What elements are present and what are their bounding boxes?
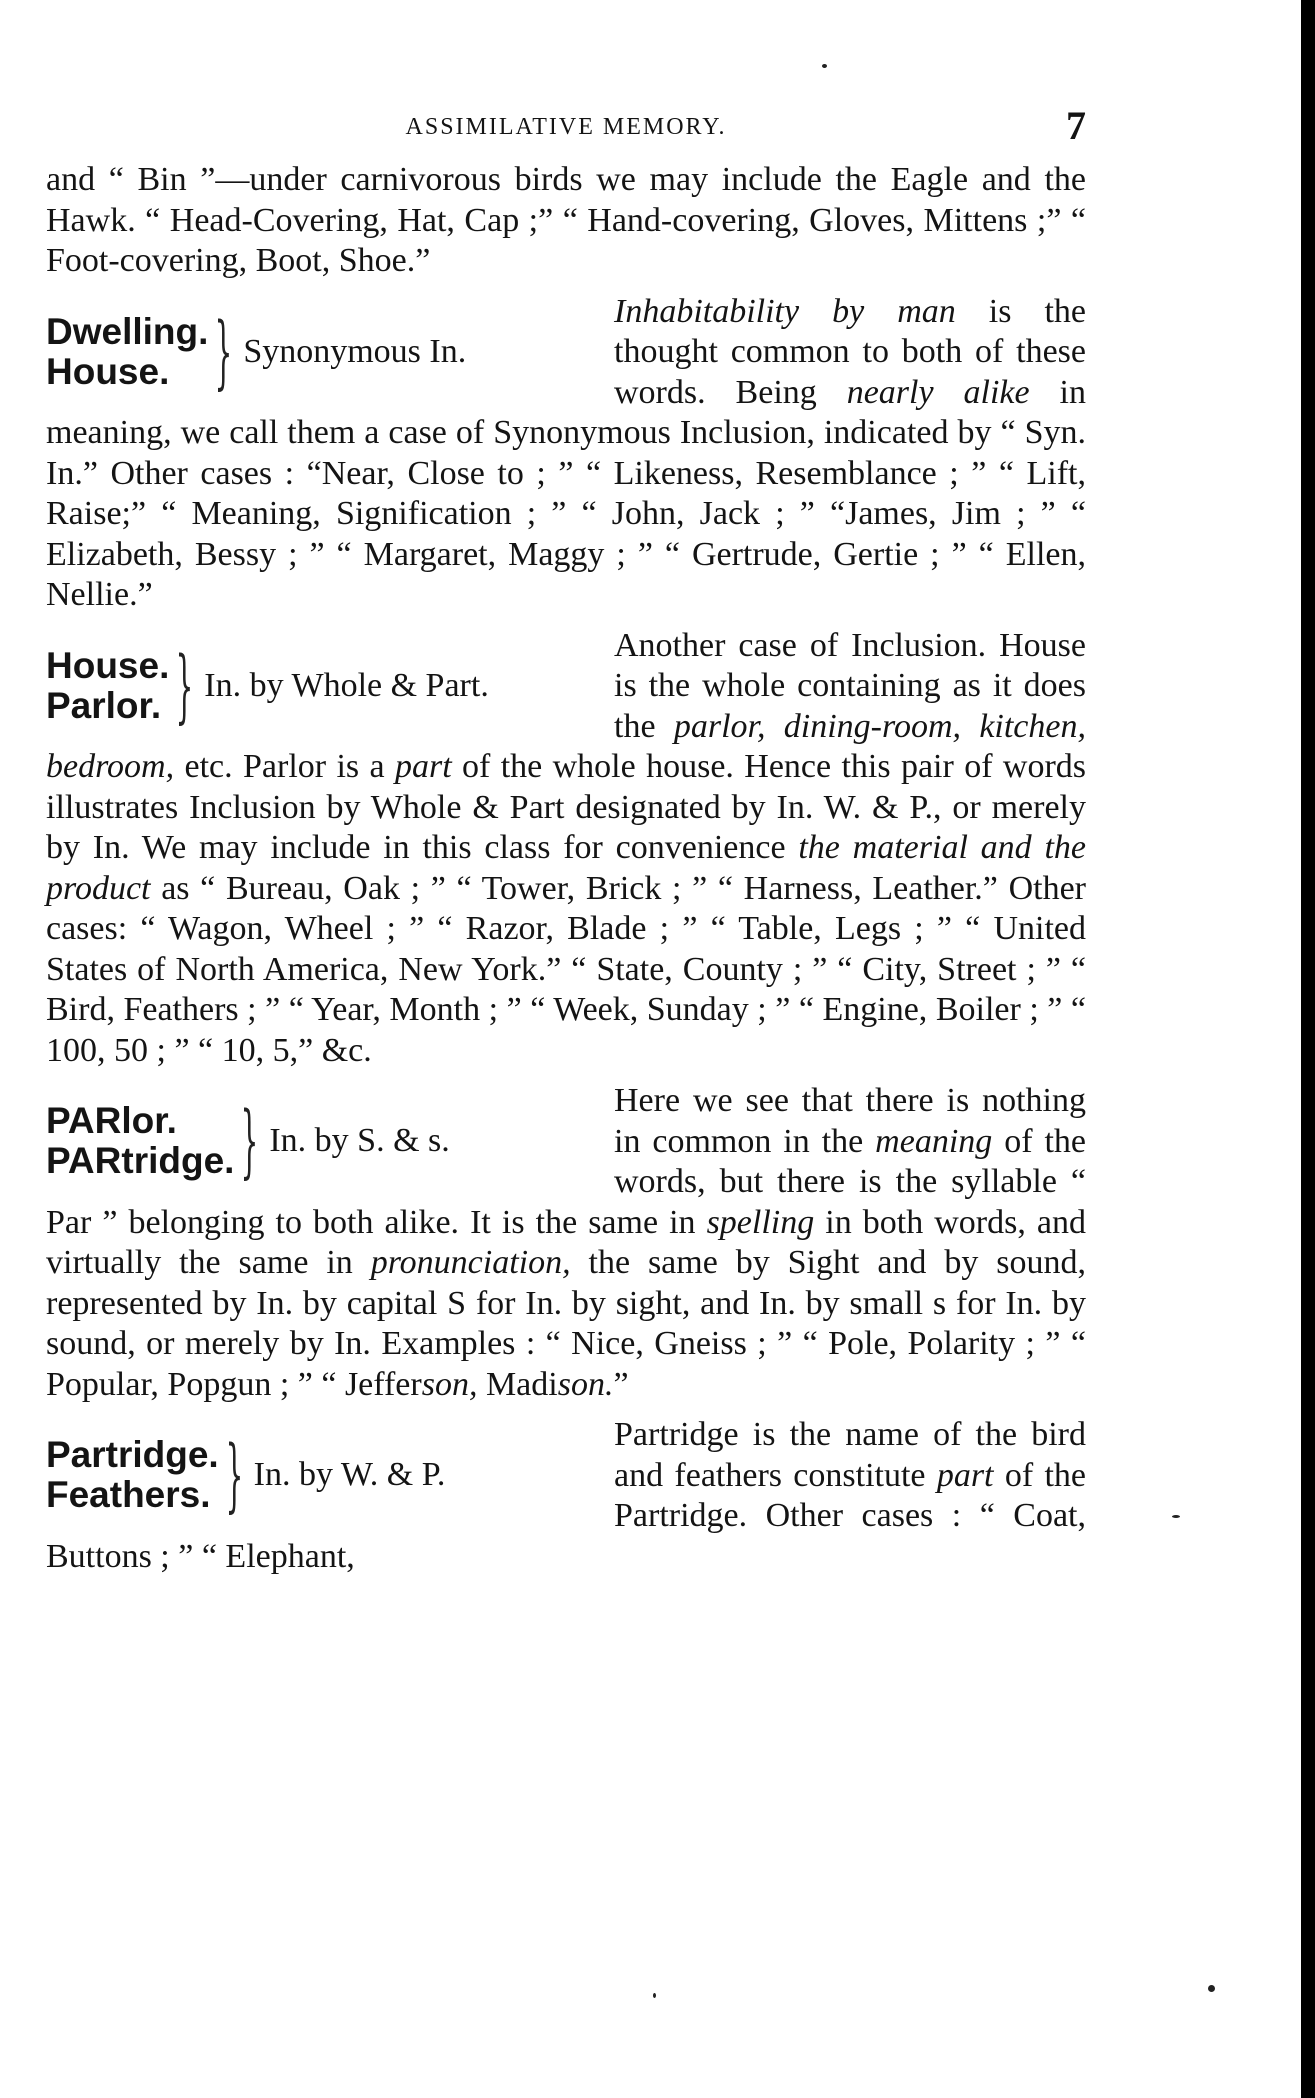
page-number: 7 [1066, 103, 1086, 148]
relation-label: In. by W. & P. [253, 1456, 446, 1493]
brace-icon: } [214, 304, 233, 398]
page-header [46, 103, 1086, 160]
pair-word-2: House. [46, 350, 170, 392]
relation-label: Synonymous In. [243, 332, 467, 370]
print-speck [653, 1993, 656, 1998]
brace-icon: } [175, 638, 194, 732]
paragraph-synonymous-inclusion: Inhabitability by man is the thought common to both of these words. Being nearly alike in meaning, we call them a case of Synonymous Inclusion, indicated by “ Syn. In.” Other cases : “Near, Close to ; ” “ Likeness, Resemblance ; ” “ Lift, Raise;” “ Meaning, Signification ; ” “ John, Jack ; ” “James, Jim ; ” “ Elizabeth, Bessy ; ” “ Margaret, Maggy ; ” “ Gertrude, Gertie ; ” “ Ellen, Nellie.” [46, 292, 1087, 613]
page-edge-shadow [1301, 0, 1315, 2098]
relation-label: In. by Whole & Part. [204, 666, 489, 704]
pair-word-1: PARlor. [46, 1100, 177, 1141]
book-page [46, 103, 1087, 1587]
pair-word-2: Feathers. [46, 1474, 211, 1515]
print-speck [1172, 1515, 1180, 1518]
running-head: ASSIMILATIVE MEMORY. [405, 114, 727, 140]
pair-word-1: Dwelling. [46, 310, 209, 352]
word-pair-dwelling-house [46, 292, 606, 412]
pair-word-1: Partridge. [46, 1434, 219, 1475]
word-pair-partridge-feathers [46, 1415, 606, 1535]
pair-word-2: PARtridge. [46, 1140, 235, 1181]
brace-icon: } [240, 1094, 259, 1187]
pair-word-2: Parlor. [46, 684, 162, 726]
relation-label: In. by S. & s. [269, 1122, 450, 1159]
print-speck [822, 64, 827, 68]
word-pair-house-parlor [46, 626, 606, 746]
paragraph-intro: and “ Bin ”—under carnivorous birds we may include the Eagle and the Hawk. “ Head-Covering, Hat, Cap ;” “ Hand-covering, Gloves, Mittens ;” “ Foot-covering, Boot, Shoe.” [46, 161, 1086, 279]
paragraph-partridge: Partridge is the name of the bird and feathers constitute part of the Partridge. Other cases : “ Coat, Buttons ; ” “ Elephant, [46, 1416, 1086, 1575]
print-speck [1208, 1985, 1215, 1992]
paragraph-sight-sound: Here we see that there is nothing in common in the meaning of the words, but there is the syllable “ Par ” belonging to both alike. It is the same in spelling in both words, and virtually the same in pronunciation, the same by Sight and by sound, represented by In. by capital S for In. by sight, and In. by small s for In. by sound, or merely by In. Examples : “ Nice, Gneiss ; ” “ Pole, Polarity ; ” “ Popular, Popgun ; ” “ Jefferson, Madison.” [46, 1082, 1086, 1403]
paragraph-whole-part: Another case of Inclusion. House is the whole containing as it does the parlor, dining-room, kitchen, bedroom, etc. Parlor is a part of the whole house. Hence this pair of words illustrates Inclusion by Whole & Part designated by In. W. & P., or merely by In. We may include in this class for convenience the material and the product as “ Bureau, Oak ; ” “ Tower, Brick ; ” “ Harness, Leather.” Other cases: “ Wagon, Wheel ; ” “ Razor, Blade ; ” “ Table, Legs ; ” “ United States of North America, New York.” “ State, County ; ” “ City, Street ; ” “ Bird, Feathers ; ” “ Year, Month ; ” “ Week, Sunday ; ” “ Engine, Boiler ; ” “ 100, 50 ; ” “ 10, 5,” &c. [46, 626, 1087, 1069]
word-pair-parlor-partridge [46, 1081, 606, 1201]
brace-icon: } [225, 1428, 244, 1521]
pair-word-1: House. [46, 644, 170, 686]
